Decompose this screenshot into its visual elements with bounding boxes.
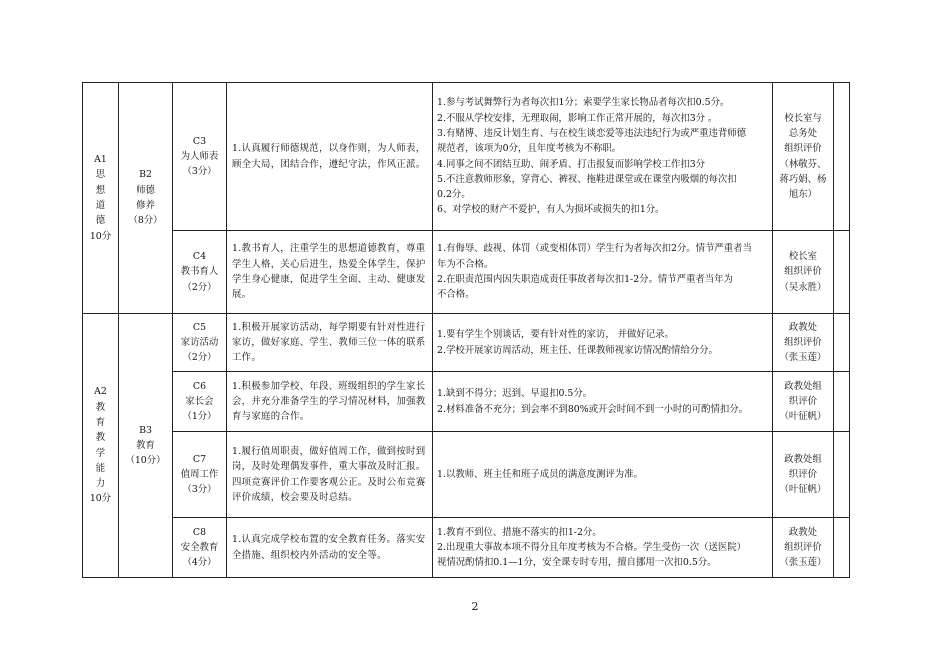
evaluator-cell: 校长室与 总务处 组织评价 （林敬芬、 蒋巧娟、杨 旭东）: [773, 83, 834, 231]
item-c4-cell: C4 教书育人 （2分）: [173, 231, 227, 314]
table-row: [83, 231, 850, 314]
evaluation-table: [82, 82, 850, 578]
item-c7-cell: C7 值周工作 （3分）: [173, 432, 227, 518]
table-row: [83, 432, 850, 518]
scoring-rules-cell: 1.教育不到位、措施不落实的扣1-2分。 2.出现重大事故本项不得分且年度考核为不合格。学生受伤一次（送医院） 视情况酌情扣0.1—1分，安全课专时专用，擅自挪用一次扣0.5分。: [433, 518, 773, 578]
standard-cell: 1.认真完成学校布置的安全教育任务。落实安全措施、组织校内外活动的安全等。: [227, 518, 433, 578]
evaluator-cell: 校长室 组织评价 （吴永胜）: [773, 231, 834, 314]
category-b3-cell: B3 教育 （10分）: [119, 314, 173, 578]
item-c6-cell: C6 家长会 （1分）: [173, 372, 227, 432]
score-cell: [834, 432, 850, 518]
category-b2-cell: B2 师德 修养 （8分）: [119, 83, 173, 314]
category-a2-cell: A2 教 育 教 学 能 力 10分: [83, 314, 119, 578]
standard-cell: 1.教书育人，注重学生的思想道德教育，尊重学生人格，关心后进生，热爱全体学生，保护学生身心健康，促进学生全面、主动、健康发展。: [227, 231, 433, 314]
score-cell: [834, 83, 850, 231]
score-cell: [834, 372, 850, 432]
evaluator-cell: 政教处组 织评价 （叶征帆）: [773, 372, 834, 432]
score-cell: [834, 314, 850, 372]
standard-cell: 1.积极参加学校、年段、班级组织的学生家长会，并充分准备学生的学习情况材料，加强教育与家庭的合作。: [227, 372, 433, 432]
scoring-rules-cell: 1.以教师、班主任和班子成员的满意度测评为准。: [433, 432, 773, 518]
standard-cell: 1.履行值周职责，做好值周工作，做到按时到岗，及时处理偶发事件，重大事故及时汇报。四项竞赛评价工作要客观公正。及时公布竞赛评价成绩，校会要及时总结。: [227, 432, 433, 518]
item-c3-cell: C3 为人师表 （3分）: [173, 83, 227, 231]
category-a1-cell: A1 思 想 道 德 10分: [83, 83, 119, 314]
table-row: [83, 83, 850, 231]
scoring-rules-cell: 1.参与考试舞弊行为者每次扣1分；索要学生家长物品者每次扣0.5分。 2.不服从学校安排，无理取闹，影响工作正常开展的，每次扣3分 。 3.有赌博、违反计划生育、与在校生谈恋爱等违法违纪行为或严重违背师德 规范者，该项为0分，且年度考核为不称职。 4.同事之间不团结互助、闹矛盾、打击报复而影响学校工作扣3分 5.不注意教师形象，穿背心、裤衩、拖鞋进课堂或在课堂内吸烟的每次扣 0.2分。 6、对学校的财产不爱护，有人为损坏或损失的扣1分。: [433, 83, 773, 231]
table-row: [83, 372, 850, 432]
item-c8-cell: C8 安全教育 （4分）: [173, 518, 227, 578]
standard-cell: 1.认真履行师德规范，以身作则，为人师表，顾全大局，团结合作，遵纪守法，作风正派。: [227, 83, 433, 231]
item-c5-cell: C5 家访活动 （2分）: [173, 314, 227, 372]
evaluator-cell: 政教处组 织评价 （叶征帆）: [773, 432, 834, 518]
score-cell: [834, 231, 850, 314]
scoring-rules-cell: 1.有侮辱、歧视、体罚（或变相体罚）学生行为者每次扣2分。情节严重者当 年为不合格。 2.在职责范围内因失职造成责任事故者每次扣1-2分。情节严重者当年为 不合格。: [433, 231, 773, 314]
score-cell: [834, 518, 850, 578]
page-number: 2: [471, 600, 479, 613]
evaluator-cell: 政教处 组织评价 （张玉莲）: [773, 518, 834, 578]
table-row: [83, 314, 850, 372]
scoring-rules-cell: 1.要有学生个别谈话，要有针对性的家访， 并做好记录。 2.学校开展家访周活动，班主任、任课教师视家访情况酌情给分分。: [433, 314, 773, 372]
table-row: [83, 518, 850, 578]
standard-cell: 1.积极开展家访活动，每学期要有针对性进行家访，做好家庭、学生、教师三位一体的联系工作。: [227, 314, 433, 372]
scoring-rules-cell: 1.缺到不得分；迟到、早退扣0.5分。 2.材料准备不充分；到会率不到80%或开会时间不到一小时的可酌情扣分。: [433, 372, 773, 432]
evaluator-cell: 政教处 组织评价 （张玉莲）: [773, 314, 834, 372]
